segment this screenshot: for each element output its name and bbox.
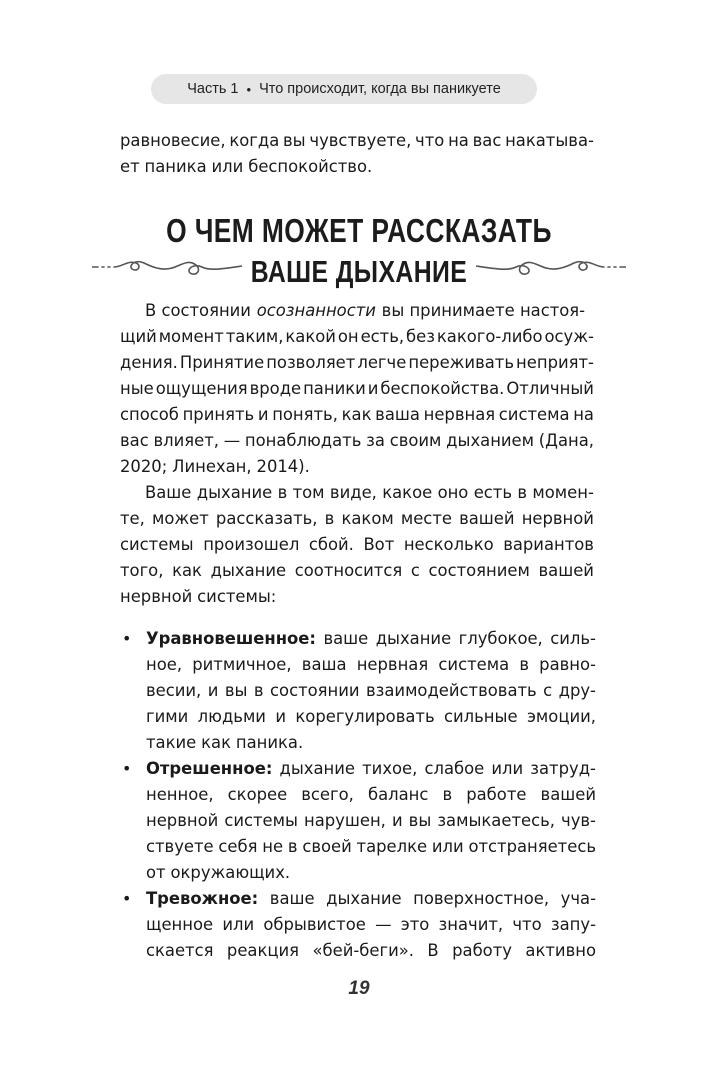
word: корегулировать <box>295 707 435 726</box>
word: дру- <box>558 681 596 700</box>
word: это <box>400 915 430 934</box>
word: щий <box>120 327 157 346</box>
word: состоянии <box>270 681 360 700</box>
page-number: 19 <box>348 978 370 999</box>
right-flourish-ornament <box>476 255 626 283</box>
word: запу- <box>550 915 596 934</box>
word: какого-либо <box>436 327 543 346</box>
word: равновесие, <box>120 131 226 150</box>
word: дыхание <box>210 561 287 580</box>
word: переживать <box>408 353 514 372</box>
word: реакция <box>226 941 300 960</box>
word: чувствуете, <box>309 131 412 150</box>
word: отстраняетесь <box>468 837 596 856</box>
word: работу <box>452 941 512 960</box>
word: ет <box>120 157 140 176</box>
para1-text-b: вы принимаете настоя- <box>381 301 586 320</box>
word: тарелке <box>356 837 428 856</box>
word: значит, <box>438 915 504 934</box>
bullet-3-line-2 <box>146 912 596 938</box>
word: скается <box>146 941 214 960</box>
word: Отличный <box>506 379 594 398</box>
word: может <box>151 509 209 528</box>
word: в <box>517 483 528 502</box>
word: активно <box>525 941 596 960</box>
intro-line-2 <box>120 154 594 180</box>
word: дыхание <box>196 483 273 502</box>
word: несколько <box>403 535 494 554</box>
word: соотносится <box>294 561 403 580</box>
word: системы <box>120 535 194 554</box>
para1-text-a: В состоянии <box>145 301 251 320</box>
word: слабое <box>424 759 485 778</box>
para1-line-1 <box>120 298 594 324</box>
word: и <box>367 379 379 398</box>
para2-line-2 <box>120 506 594 532</box>
word: ваша <box>301 655 347 674</box>
word: затруд- <box>530 759 596 778</box>
word: вас <box>472 131 502 150</box>
word: ваша <box>375 405 420 424</box>
word: принять <box>182 405 255 424</box>
word: на <box>448 131 469 150</box>
word: есть, <box>360 327 405 346</box>
word: осуж- <box>544 327 594 346</box>
word: как <box>341 405 372 424</box>
word: 2014). <box>256 457 310 476</box>
word: с <box>543 681 553 700</box>
bullet-term: Отрешенное: <box>146 759 273 778</box>
bullet-marker: • <box>122 629 132 648</box>
word: что <box>415 131 445 150</box>
bullet-term: Тревожное: <box>146 889 259 908</box>
word: от <box>146 863 166 882</box>
word: паника <box>144 157 207 176</box>
word: в <box>324 509 335 528</box>
word: нервной <box>120 587 193 606</box>
word: людьми <box>197 707 266 726</box>
word: весии, <box>146 681 202 700</box>
word: щенное <box>146 915 214 934</box>
word: с <box>410 561 420 580</box>
word: того, <box>120 561 164 580</box>
word: какое <box>382 483 433 502</box>
word: Вот <box>363 535 395 554</box>
word: обрывистое <box>263 915 366 934</box>
word: вы <box>224 681 248 700</box>
word: оно <box>437 483 469 502</box>
para2-line-3 <box>120 532 594 558</box>
word: те, <box>120 509 145 528</box>
word: вашей <box>459 509 515 528</box>
word: произошел <box>203 535 300 554</box>
word: не <box>262 837 284 856</box>
bullet-2-line-1 <box>146 756 596 782</box>
word: Линехан, <box>172 457 252 476</box>
word: нервная <box>423 405 496 424</box>
word: дыхание <box>375 629 452 648</box>
word: вашей <box>538 561 594 580</box>
word: момент <box>158 327 224 346</box>
word: паника. <box>235 733 304 752</box>
bullet-1-line-5 <box>146 730 596 756</box>
word: ваше <box>269 889 315 908</box>
word: скорее <box>227 785 288 804</box>
bullet-marker: • <box>122 759 132 778</box>
word: в <box>253 681 264 700</box>
word: «бей-беги». <box>312 941 414 960</box>
word: рассказать, <box>215 509 318 528</box>
word: есть <box>473 483 513 502</box>
word: месте <box>400 509 452 528</box>
word: тихое, <box>362 759 418 778</box>
word: состоянием <box>428 561 530 580</box>
bullet-2-line-3 <box>146 808 596 834</box>
word: вы <box>408 811 432 830</box>
word: за <box>366 431 385 450</box>
word: себя <box>218 837 258 856</box>
word: понаблюдать <box>244 431 362 450</box>
word: дыхание <box>279 759 355 778</box>
word: (Дана, <box>538 431 594 450</box>
header-chapter: Что происходит, когда вы паникуете <box>259 81 501 97</box>
word: замыкаетесь, <box>437 811 555 830</box>
word: или <box>211 157 244 176</box>
word: без <box>406 327 435 346</box>
para2-line-4 <box>120 558 594 584</box>
word: системы <box>224 811 298 830</box>
para1-emphasis: осознанности <box>256 301 376 320</box>
word: дения. <box>120 353 178 372</box>
header-part: Часть 1 <box>187 81 239 97</box>
word: какой <box>285 327 336 346</box>
para1-line-2 <box>120 324 594 350</box>
word: такие <box>146 733 197 752</box>
bullet-2-line-4 <box>146 834 596 860</box>
word: том <box>292 483 325 502</box>
word: вашей <box>540 785 596 804</box>
para1-line-6 <box>120 428 594 454</box>
word: нервной <box>146 811 219 830</box>
word: влияет, <box>153 431 219 450</box>
word: легче <box>357 353 407 372</box>
word: в <box>277 483 288 502</box>
word: или <box>431 837 464 856</box>
word: ваше <box>323 629 369 648</box>
bullet-1-line-4 <box>146 704 596 730</box>
word: сильные <box>444 707 518 726</box>
running-header <box>151 74 537 104</box>
bullet-term: Уравновешенное: <box>146 629 316 648</box>
word: ощущения <box>155 379 248 398</box>
word: паники <box>303 379 366 398</box>
word: на <box>573 405 594 424</box>
word: нарушен, <box>304 811 386 830</box>
word: и <box>207 681 219 700</box>
word: нервной <box>521 509 594 528</box>
word: каком <box>341 509 394 528</box>
bullet-2-line-5 <box>146 860 596 886</box>
word: или <box>222 915 255 934</box>
word: беспокойство. <box>248 157 373 176</box>
word: накатыва- <box>505 131 594 150</box>
para1-line-5 <box>120 402 594 428</box>
word: как <box>172 561 202 580</box>
word: работе <box>466 785 527 804</box>
word: ствуете <box>146 837 214 856</box>
word: когда <box>229 131 280 150</box>
word: дыханием <box>446 431 535 450</box>
bullet-1-line-2 <box>146 652 596 678</box>
intro-line-1 <box>120 128 594 154</box>
header-separator: • <box>246 81 252 97</box>
word: силь- <box>550 629 596 648</box>
word: Ваше <box>145 483 192 502</box>
word: всего, <box>301 785 354 804</box>
word: виде, <box>329 483 377 502</box>
word: что <box>512 915 542 934</box>
word: и <box>257 405 269 424</box>
word: позволяет <box>266 353 356 372</box>
word: глубокое, <box>458 629 543 648</box>
bullet-1-line-1 <box>146 626 596 652</box>
word: или <box>491 759 524 778</box>
word: гими <box>146 707 189 726</box>
bullet-2-line-2 <box>146 782 596 808</box>
bullet-3-line-3 <box>146 938 596 964</box>
word: способ <box>120 405 179 424</box>
section-heading-line-1: О ЧЕМ МОЖЕТ РАССКАЗАТЬ <box>166 212 552 249</box>
word: — <box>223 431 241 450</box>
para1-line-4 <box>120 376 594 402</box>
word: Принятие <box>179 353 265 372</box>
bullet-marker: • <box>122 889 132 908</box>
word: дыхание <box>326 889 402 908</box>
word: 2020; <box>120 457 168 476</box>
word: ные <box>120 379 154 398</box>
word: вариантов <box>503 535 594 554</box>
word: таким, <box>225 327 284 346</box>
word: вроде <box>249 379 302 398</box>
word: и <box>391 811 403 830</box>
word: и <box>275 707 287 726</box>
word: взаимодействовать <box>366 681 537 700</box>
word: неприят- <box>516 353 594 372</box>
para1-line-7 <box>120 454 594 480</box>
word: эмоции, <box>526 707 596 726</box>
word: нервная <box>356 655 429 674</box>
word: системы: <box>197 587 277 606</box>
word: чув- <box>561 811 596 830</box>
para1-line-3 <box>120 350 594 376</box>
word: ненное, <box>146 785 214 804</box>
word: момен- <box>532 483 594 502</box>
left-flourish-ornament <box>92 255 242 283</box>
word: система <box>438 655 510 674</box>
word: в <box>519 655 529 674</box>
word: уча- <box>560 889 596 908</box>
word: — <box>375 915 392 934</box>
word: беспокойства. <box>380 379 505 398</box>
word: вы <box>283 131 306 150</box>
word: В <box>427 941 439 960</box>
word: окружающих. <box>170 863 291 882</box>
word: вас <box>120 431 149 450</box>
word: в <box>287 837 298 856</box>
word: он <box>337 327 359 346</box>
word: система <box>498 405 570 424</box>
word: понять, <box>272 405 338 424</box>
bullet-3-line-1 <box>146 886 596 912</box>
word: своим <box>389 431 442 450</box>
word: сбой. <box>308 535 354 554</box>
word: ное, <box>146 655 183 674</box>
word: баланс <box>367 785 429 804</box>
bullet-1-line-3 <box>146 678 596 704</box>
word: равно- <box>539 655 596 674</box>
word: ритмичное, <box>192 655 292 674</box>
para2-line-1 <box>145 480 594 506</box>
section-heading-line-2: ВАШЕ ДЫХАНИЕ <box>250 254 468 289</box>
word: своей <box>302 837 352 856</box>
para2-line-5 <box>120 584 594 610</box>
word: в <box>442 785 453 804</box>
word: как <box>201 733 231 752</box>
word: поверхностное, <box>413 889 550 908</box>
